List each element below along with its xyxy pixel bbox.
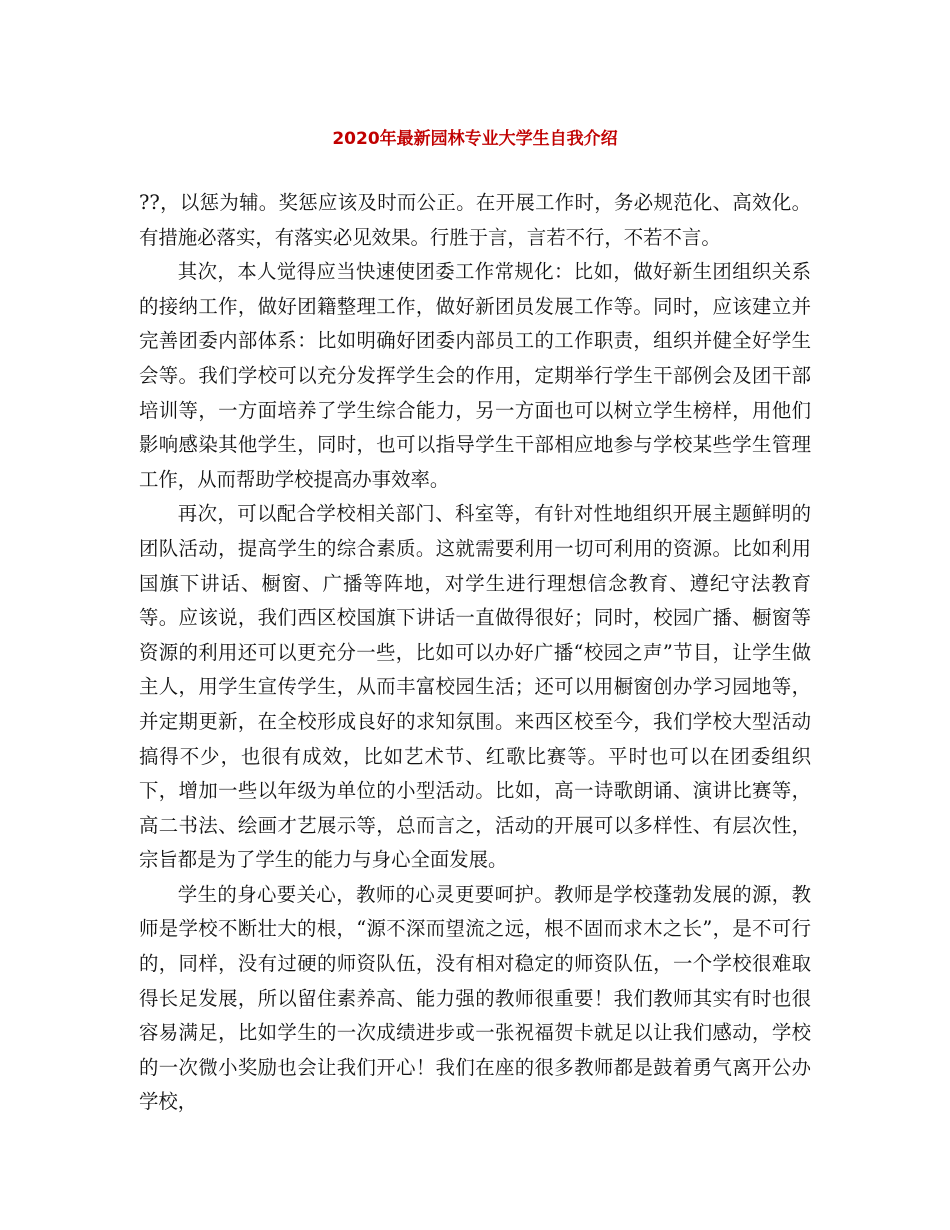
paragraph-4: 学生的身心要关心，教师的心灵更要呵护。教师是学校蓬勃发展的源，教师是学校不断壮大的根，“源不深而望流之远，根不固而求木之长”，是不可行的，同样，没有过硬的师资队伍，没有相对稳定的师资队伍，一个学校很难取得长足发展，所以留住素养高、能力强的教师很重要！我们教师其实有时也很容易满足，比如学生的一次成绩进步或一张祝福贺卡就足以让我们感动，学校的一次微小奖励也会让我们开心！我们在座的很多教师都是鼓着勇气离开公办学校，: [139, 882, 811, 1114]
paragraph-3: 再次，可以配合学校相关部门、科室等，有针对性地组织开展主题鲜明的团队活动，提高学生的综合素质。这就需要利用一切可利用的资源。比如利用国旗下讲话、橱窗、广播等阵地，对学生进行理想信念教育、遵纪守法教育等。应该说，我们西区校国旗下讲话一直做得很好；同时，校园广播、橱窗等资源的利用还可以更充分一些，比如可以办好广播“校园之声”节目，让学生做主人，用学生宣传学生，从而丰富校园生活；还可以用橱窗创办学习园地等，并定期更新，在全校形成良好的求知氛围。来西区校至今，我们学校大型活动搞得不少，也很有成效，比如艺术节、红歌比赛等。平时也可以在团委组织下，增加一些以年级为单位的小型活动。比如，高一诗歌朗诵、演讲比赛等，高二书法、绘画才艺展示等，总而言之，活动的开展可以多样性、有层次性，宗旨都是为了学生的能力与身心全面发展。: [139, 502, 811, 872]
document-title: 2020年最新园林专业大学生自我介绍: [332, 129, 618, 149]
paragraph-2: 其次，本人觉得应当快速使团委工作常规化：比如，做好新生团组织关系的接纳工作，做好团籍整理工作，做好新团员发展工作等。同时，应该建立并完善团委内部体系：比如明确好团委内部员工的工作职责，组织并健全好学生会等。我们学校可以充分发挥学生会的作用，定期举行学生干部例会及团干部培训等，一方面培养了学生综合能力，另一方面也可以树立学生榜样，用他们影响感染其他学生，同时，也可以指导学生干部相应地参与学校某些学生管理工作，从而帮助学校提高办事效率。: [139, 260, 811, 491]
paragraph-1: ??，以惩为辅。奖惩应该及时而公正。在开展工作时，务必规范化、高效化。有措施必落实，有落实必见效果。行胜于言，言若不行，不若不言。: [139, 191, 811, 249]
document-body: [139, 186, 811, 1120]
